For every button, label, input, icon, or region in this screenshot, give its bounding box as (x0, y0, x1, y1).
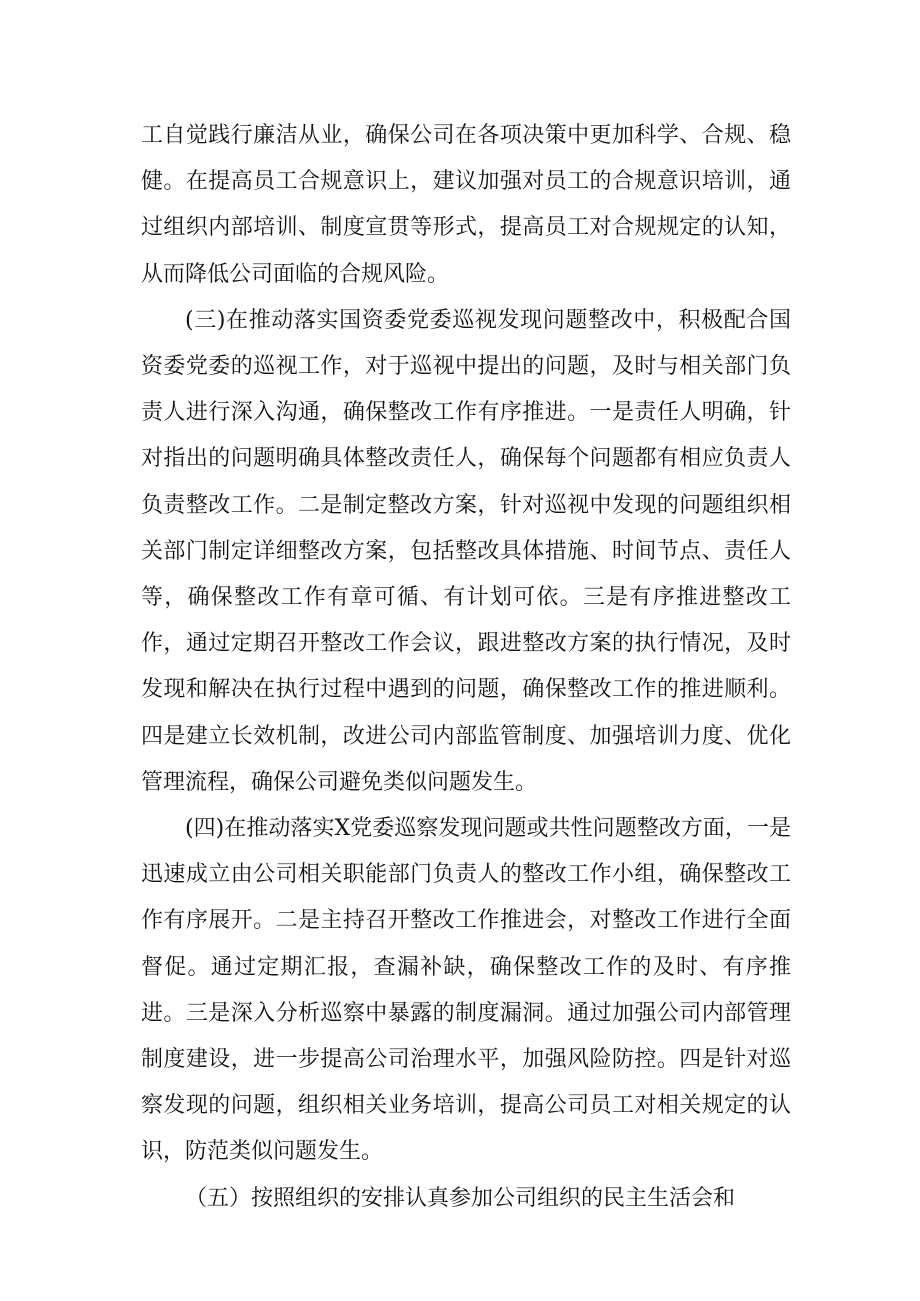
paragraph-continuation: 工自觉践行廉洁从业，确保公司在各项决策中更加科学、合规、稳健。在提高员工合规意识上，建议加强对员工的合规意识培训，通过组织内部培训、制度宣贯等形式，提高员工对合规规定的认知，从而降低公司面临的合规风险。 (141, 123, 791, 287)
paragraph-section-three: (三)在推动落实国资委党委巡视发现问题整改中，积极配合国资委党委的巡视工作，对于巡视中提出的问题，及时与相关部门负责人进行深入沟通，确保整改工作有序推进。一是责任人明确，针对指出的问题明确具体整改责任人，确保每个问题都有相应负责人负责整改工作。二是制定整改方案，针对巡视中发现的问题组织相关部门制定详细整改方案，包括整改具体措施、时间节点、责任人等，确保整改工作有章可循、有计划可依。三是有序推进整改工作，通过定期召开整改工作会议，跟进整改方案的执行情况，及时发现和解决在执行过程中遇到的问题，确保整改工作的推进顺利。四是建立长效机制，改进公司内部监管制度、加强培训力度、优化管理流程，确保公司避免类似问题发生。 (141, 307, 791, 795)
paragraph-section-five: （五）按照组织的安排认真参加公司组织的民主生活会和 (185, 1185, 736, 1211)
paragraph-section-four: (四)在推动落实X党委巡察发现问题或共性问题整改方面，一是迅速成立由公司相关职能部门负责人的整改工作小组，确保整改工作有序展开。二是主持召开整改工作推进会，对整改工作进行全面督促。通过定期汇报，查漏补缺，确保整改工作的及时、有序推进。三是深入分析巡察中暴露的制度漏洞。通过加强公司内部管理制度建设，进一步提高公司治理水平，加强风险防控。四是针对巡察发现的问题，组织相关业务培训，提高公司员工对相关规定的认识，防范类似问题发生。 (141, 816, 791, 1165)
document-body (141, 113, 791, 1222)
